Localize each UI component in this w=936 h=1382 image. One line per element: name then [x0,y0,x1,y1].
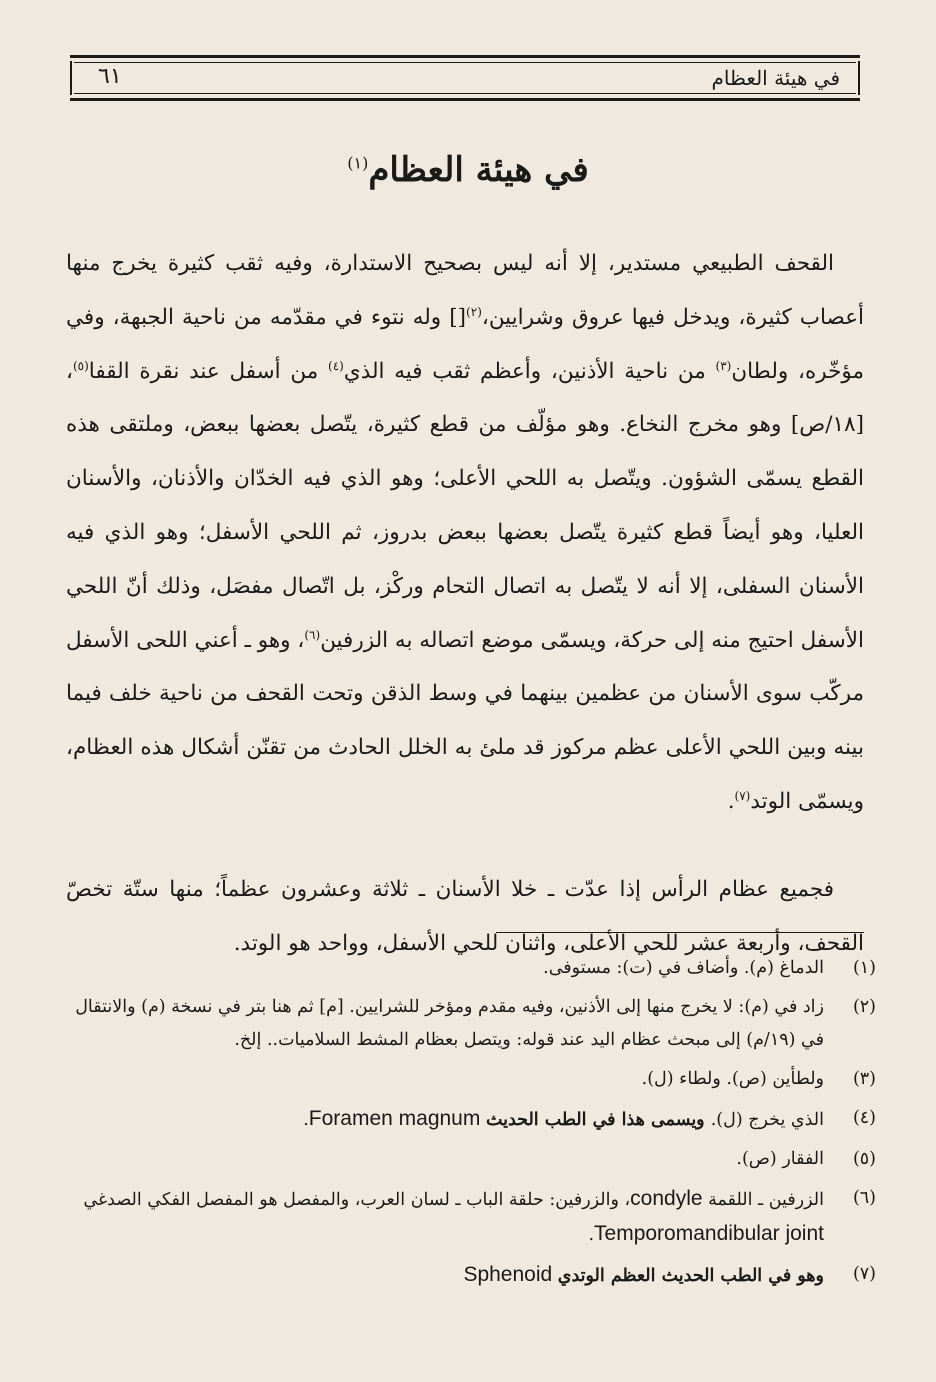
body-text [66,237,864,970]
footnote-7 [66,1258,876,1293]
footnote-number: (٣) [852,1069,876,1089]
footnote-text: الدماغ (م). وأضاف في (ت): مستوفى. [543,958,824,978]
footnote-ref-6: (٦) [304,627,321,642]
footnote-ref-7: (٧) [734,788,751,803]
paragraph-1-part-f: ، وهو ـ أعني اللحى الأسفل مركّب سوى الأسنان من عظمين بينهما في وسط الذقن وتحت القحف من ناحية خلف فيما بينه وبين اللحي الأعلى عظم مركوز قد ملئ به الخلل الحادث من تقنّن أشكال هذه العظام، ويسمّى الوتد [66,627,864,814]
footnote-english-term: Sphenoid [463,1263,553,1286]
footnote-text: الزرفين ـ اللقمة [708,1190,824,1210]
footnote-text-continued: ، والزرفين: حلقة الباب ـ لسان العرب، والمفصل هو المفصل الفكي الصدغي [83,1190,631,1210]
footnote-1 [66,952,876,985]
paragraph-1-part-b: [] وله نتوء في مقدّمه من ناحية الجبهة، وفي مؤخّره، ولطان [66,304,864,384]
footnote-4 [66,1102,876,1137]
footnote-bold-text: وهو في الطب الحديث العظم الوتدي [557,1266,824,1286]
page-number: ٦١ [98,64,122,89]
footnote-5 [66,1143,876,1176]
footnote-separator [496,932,864,933]
footnotes [66,952,876,1299]
running-head: في هيئة العظام [711,66,840,90]
section-title [0,150,936,190]
footnote-6 [66,1182,876,1252]
footnote-number: (٥) [852,1149,876,1169]
footnote-english-term: condyle [630,1187,703,1210]
footnote-english-term: Foramen magnum [308,1107,481,1130]
footnote-number: (٦) [852,1188,876,1208]
paragraph-1-end: . [727,788,735,814]
paragraph-1-part-e: ، [١٨/ص] وهو مخرج النخاع. وهو مؤلّف من قطع كثيرة، يتّصل بعضها ببعض، وملتقى هذه القطع يسمّى الشؤون. ويتّصل به اللحي الأعلى؛ وهو الذي فيه الخدّان والأذنان، والأسنان العليا، وهو أيضاً قطع كثيرة يتّصل بعضها ببعض بدروز، ثم اللحي الأسفل؛ وهو الذي فيه الأسنان السفلى، إلا أنه لا يتّصل به اتصال التحام وركْز، بل اتّصال مفصَل، وذلك أنّ اللحي الأسفل احتيج منه إلى حركة، ويسمّى موضع اتصاله به الزرفين [66,358,865,653]
title-footnote-ref: (١) [347,153,369,173]
page-header [70,55,860,101]
footnote-text: الفقار (ص). [736,1149,824,1169]
footnote-3 [66,1063,876,1096]
footnote-text: الذي يخرج (ل). [710,1110,824,1130]
section-title-text: في هيئة العظام [368,150,589,190]
footnote-ref-5: (٥) [72,358,89,373]
paragraph-gap [66,829,864,863]
paragraph-1-part-c: من ناحية الأذنين، وأعظم ثقب فيه الذي [343,358,716,384]
paragraph-1 [66,237,864,829]
footnote-end: . [303,1110,309,1130]
footnote-ref-3: (٣) [715,358,732,373]
footnote-number: (٤) [852,1108,876,1128]
footnote-number: (١) [852,958,876,978]
footnote-ref-4: (٤) [328,358,344,373]
footnote-bold-text: ويسمى هذا في الطب الحديث [485,1110,711,1130]
footnote-number: (٧) [852,1264,876,1284]
footnote-ref-2: (٢) [466,304,482,319]
paragraph-2: فجميع عظام الرأس إذا عدّت ـ خلا الأسنان ـ ثلاثة وعشرون عظماً؛ منها ستّة تخصّ القحف، وأربعة عشر للحي الأعلى، واثنان للحي الأسفل، وواحد هو الوتد. [66,876,864,956]
paragraph-1-part-a: القحف الطبيعي مستدير، إلا أنه ليس بصحيح الاستدارة، وفيه ثقب كثيرة يخرج منها أعصاب كثيرة، ويدخل فيها عروق وشرايين، [66,251,864,330]
footnote-number: (٢) [852,997,876,1017]
paragraph-1-part-d: من أسفل عند نقرة القفا [88,358,329,384]
footnote-english-term-2: Temporomandibular joint [594,1222,824,1245]
footnote-text: زاد في (م): لا يخرج منها إلى الأذنين، وفيه مقدم ومؤخر للشرايين. [م] ثم هنا بتر في نسخة (م) والانتقال في (١٩/م) إلى مبحث عظام اليد عند قوله: ويتصل بعظام المشط السلاميات.. إلخ. [75,997,824,1050]
footnote-end: . [588,1225,595,1245]
footnote-text: ولطأين (ص). ولطاء (ل). [641,1069,824,1089]
footnote-2 [66,991,876,1057]
